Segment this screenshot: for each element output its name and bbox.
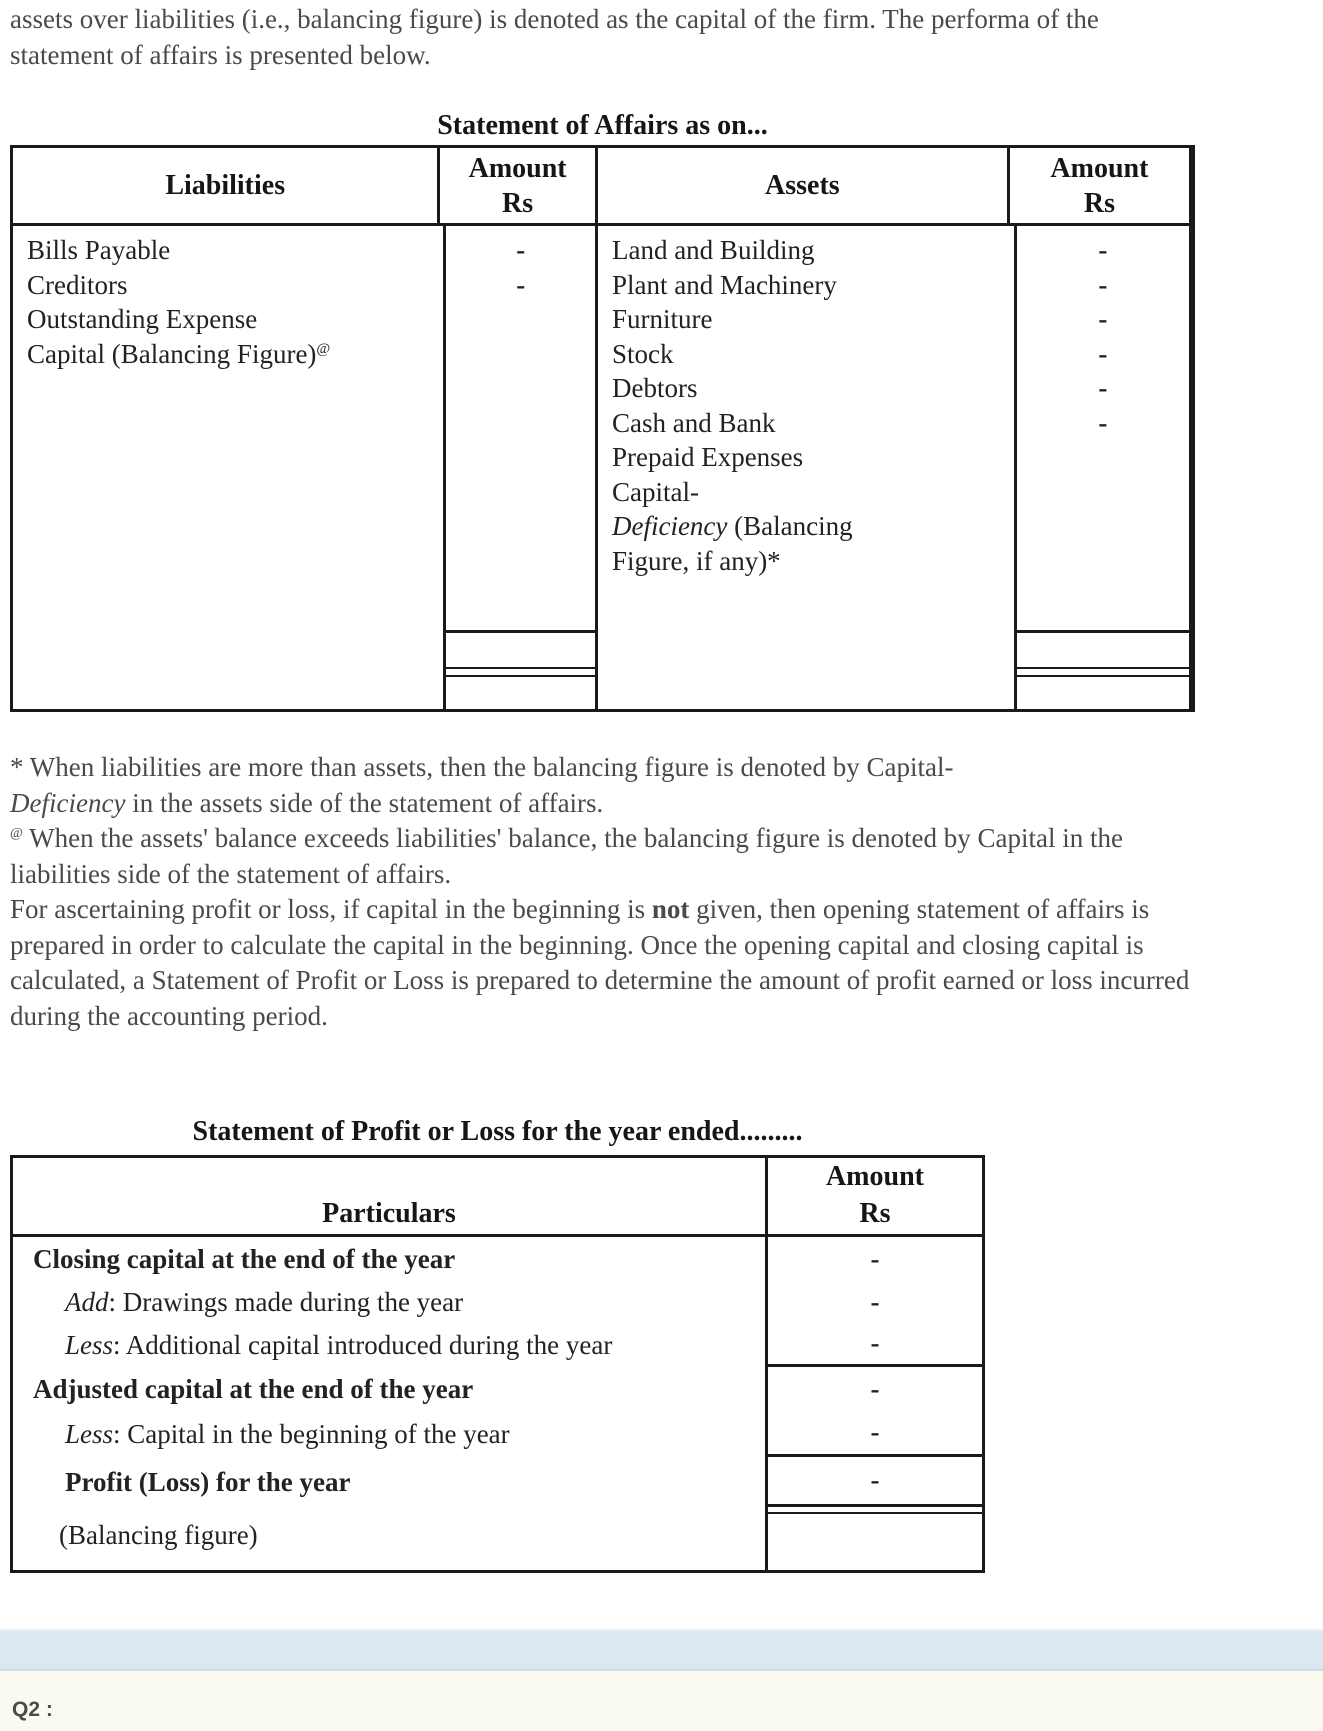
blue-divider-band bbox=[0, 1629, 1323, 1671]
asset-item: Furniture bbox=[611, 304, 713, 334]
amount-value: - bbox=[765, 1237, 982, 1281]
footnote-capital-deficiency: * When liabilities are more than assets, then the balancing figure is denoted by Capital- Deficiency in the assets side of the statement of affairs. bbox=[10, 752, 954, 818]
total-box bbox=[1017, 630, 1189, 667]
explanation-paragraph: For ascertaining profit or loss, if capital in the beginning is not given, then opening statement of affairs is prepared in order to calculate the capital in the beginning. Once the opening capital and closing capital is calculated, a Statement of Profit or Loss is prepared to determine the amount of profit earned or loss incurred during the accounting period. bbox=[10, 894, 1190, 1031]
header-amount-right: Amount Rs bbox=[1007, 148, 1192, 226]
table-row: Less : Additional capital introduced during the year - bbox=[13, 1323, 982, 1367]
table-row: Adjusted capital at the end of the year - bbox=[13, 1367, 982, 1411]
amount-value: - bbox=[1098, 338, 1108, 369]
capital-footnote-marker: @ bbox=[316, 340, 331, 357]
asset-item: Deficiency (Balancing bbox=[611, 511, 853, 541]
asset-item: Figure, if any)* bbox=[611, 545, 781, 576]
liability-item: Bills Payable bbox=[27, 235, 171, 265]
amount-value: - bbox=[1098, 407, 1108, 438]
double-rule bbox=[13, 1507, 982, 1514]
table-row: Add : Drawings made during the year - bbox=[13, 1281, 982, 1323]
question-2-label: Q2 : bbox=[12, 1698, 53, 1721]
total-box bbox=[446, 630, 595, 667]
assets-column bbox=[598, 226, 1014, 709]
asset-item: Plant and Machinery bbox=[611, 269, 837, 300]
double-rule bbox=[446, 667, 595, 677]
header-amount: Amount Rs bbox=[765, 1158, 982, 1237]
intro-paragraph: assets over liabilities (i.e., balancing figure) is denoted as the capital of the firm. The performa of the statement of affairs is presented below. bbox=[10, 4, 1099, 70]
liability-item: Outstanding Expense bbox=[27, 304, 258, 334]
amount-value: - bbox=[765, 1367, 982, 1411]
amount-value: - bbox=[1098, 304, 1108, 334]
asset-item: Cash and Bank bbox=[611, 407, 776, 438]
liability-item: Capital (Balancing Figure)@ bbox=[27, 338, 331, 369]
asset-item: Stock bbox=[611, 338, 674, 369]
amount-value: - bbox=[765, 1323, 982, 1367]
header-particulars: Particulars bbox=[13, 1158, 765, 1237]
notes-block bbox=[10, 750, 1200, 1034]
statement-of-profit-table bbox=[10, 1155, 985, 1573]
header-assets: Assets bbox=[598, 148, 1007, 226]
statement-of-affairs-title: Statement of Affairs as on... bbox=[437, 110, 768, 141]
footnote-capital: @ When the assets' balance exceeds liabilities' balance, the balancing figure is denoted by Capital in the liabilities side of the statement of affairs. bbox=[10, 823, 1123, 889]
table-header-row bbox=[13, 1158, 982, 1237]
assets-amount-column bbox=[1014, 226, 1192, 709]
amount-value: - bbox=[1098, 235, 1108, 265]
liabilities-amount-column bbox=[443, 226, 598, 709]
table-row: (Balancing figure) bbox=[13, 1514, 982, 1570]
table-row: Closing capital at the end of the year - bbox=[13, 1237, 982, 1281]
amount-value: - bbox=[1098, 373, 1108, 403]
asset-item: Capital- bbox=[611, 476, 699, 507]
liability-item: Creditors bbox=[27, 269, 128, 300]
amount-value: - bbox=[765, 1411, 982, 1457]
amount-value bbox=[765, 1514, 982, 1570]
amount-value: - bbox=[765, 1281, 982, 1323]
asset-item: Prepaid Expenses bbox=[611, 442, 804, 472]
double-rule bbox=[1017, 667, 1189, 677]
liabilities-column bbox=[13, 226, 443, 709]
amount-value: - bbox=[765, 1457, 982, 1507]
at-marker: @ bbox=[10, 826, 23, 841]
table-body bbox=[13, 226, 1192, 709]
page-bottom-strip bbox=[0, 1671, 1323, 1731]
amount-value: - bbox=[516, 269, 526, 300]
asset-item: Land and Building bbox=[611, 235, 815, 265]
header-liabilities: Liabilities bbox=[13, 148, 437, 226]
amount-value: - bbox=[1098, 269, 1108, 300]
statement-of-profit-title: Statement of Profit or Loss for the year ended......... bbox=[192, 1116, 803, 1147]
table-row: Less : Capital in the beginning of the year - bbox=[13, 1411, 982, 1457]
table-header-row bbox=[13, 148, 1192, 226]
header-amount-left: Amount Rs bbox=[437, 148, 597, 226]
statement-of-affairs-table bbox=[10, 145, 1195, 712]
table-row: Profit (Loss) for the year - bbox=[13, 1457, 982, 1507]
amount-value: - bbox=[516, 235, 526, 265]
asset-item: Debtors bbox=[611, 373, 698, 403]
